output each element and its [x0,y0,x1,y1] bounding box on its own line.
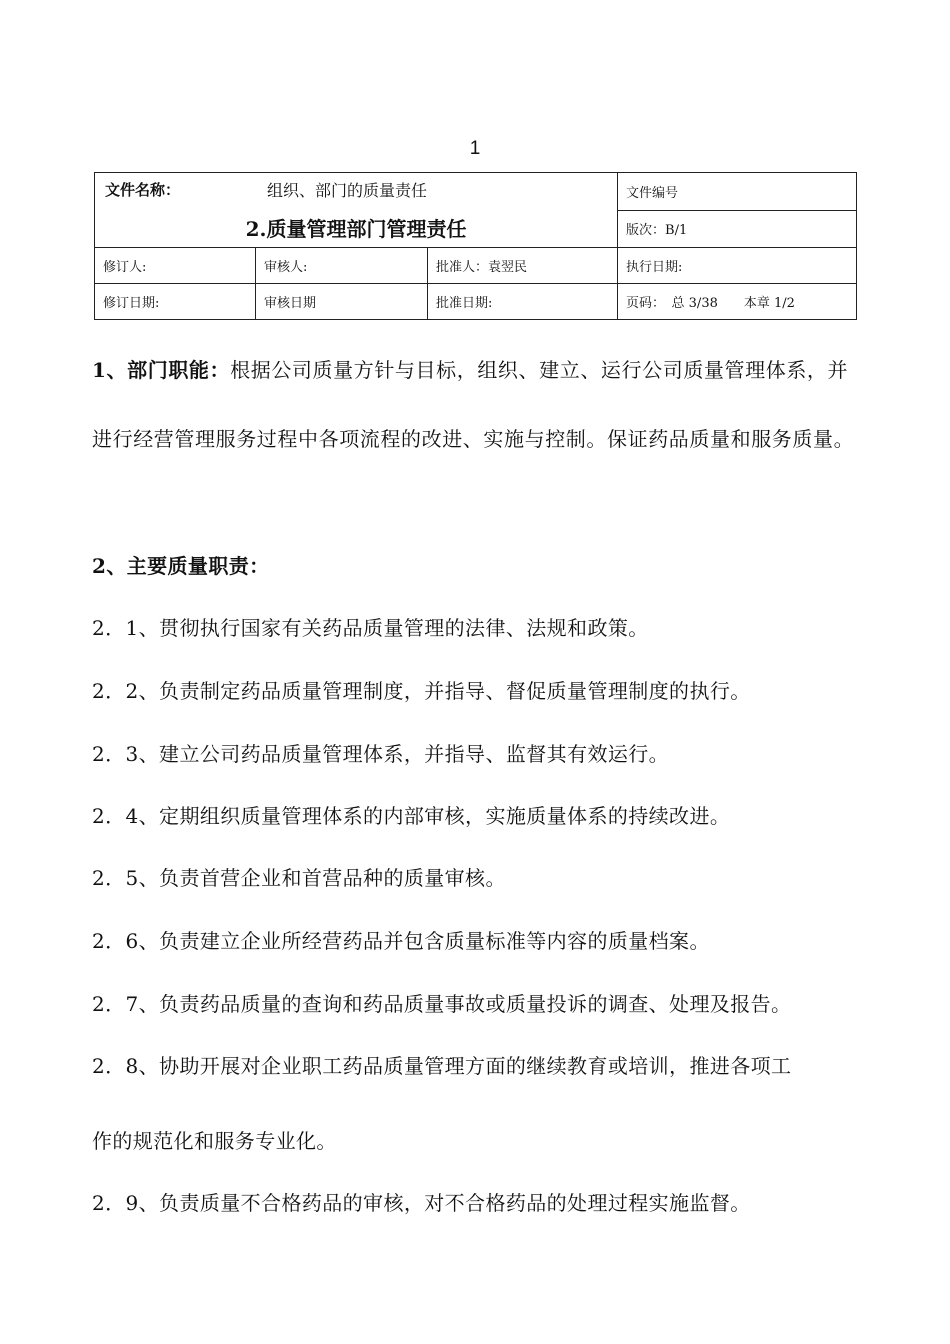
list-item: 2．6、负责建立企业所经营药品并包含质量标准等内容的质量档案。 [92,929,710,953]
approver-cell: 批准人：袁翌民 [428,248,618,284]
section-1-paragraph [92,336,862,474]
review-date-cell: 审核日期 [256,284,428,320]
exec-date-cell: 执行日期: [618,248,857,284]
list-item: 2．1、贯彻执行国家有关药品质量管理的法律、法规和政策。 [92,616,649,640]
title-cell [95,173,618,248]
page-code-cell: 页码： 总 3/38 本章 1/2 [618,284,857,320]
document-title: 2.质量管理部门管理责任 [245,217,467,241]
page-number: 1 [469,138,481,159]
section-2-heading: 2、主要质量职责： [92,554,270,578]
section-1-heading: 1、部门职能： [92,358,231,382]
list-item: 2．9、负责质量不合格药品的审核，对不合格药品的处理过程实施监督。 [92,1191,751,1215]
section-1-text: 根据公司质量方针与目标，组织、建立、运行公司质量管理体系，并进行经营管理服务过程中各项流程的改进、实施与控制。保证药品质量和服务质量。 [92,358,855,451]
list-item: 2．3、建立公司药品质量管理体系，并指导、监督其有效运行。 [92,742,670,766]
list-item: 2．8、协助开展对企业职工药品质量管理方面的继续教育或培训，推进各项工 [92,1054,792,1078]
version-cell: 版次：B/1 [618,210,857,248]
file-name-label: 文件名称： [105,181,181,199]
list-item: 2．5、负责首营企业和首营品种的质量审核。 [92,866,506,890]
revise-date-cell: 修订日期: [95,284,256,320]
reviser-cell: 修订人: [95,248,256,284]
list-item: 2．4、定期组织质量管理体系的内部审核，实施质量体系的持续改进。 [92,804,731,828]
list-item: 作的规范化和服务专业化。 [92,1129,337,1153]
reviewer-cell: 审核人: [256,248,428,284]
approve-date-cell: 批准日期: [428,284,618,320]
list-item: 2．7、负责药品质量的查询和药品质量事故或质量投诉的调查、处理及报告。 [92,992,792,1016]
document-header-table [94,172,857,320]
file-number-cell: 文件编号 [618,173,857,211]
list-item: 2．2、负责制定药品质量管理制度，并指导、督促质量管理制度的执行。 [92,679,751,703]
file-name-subtitle: 组织、部门的质量责任 [267,181,428,200]
